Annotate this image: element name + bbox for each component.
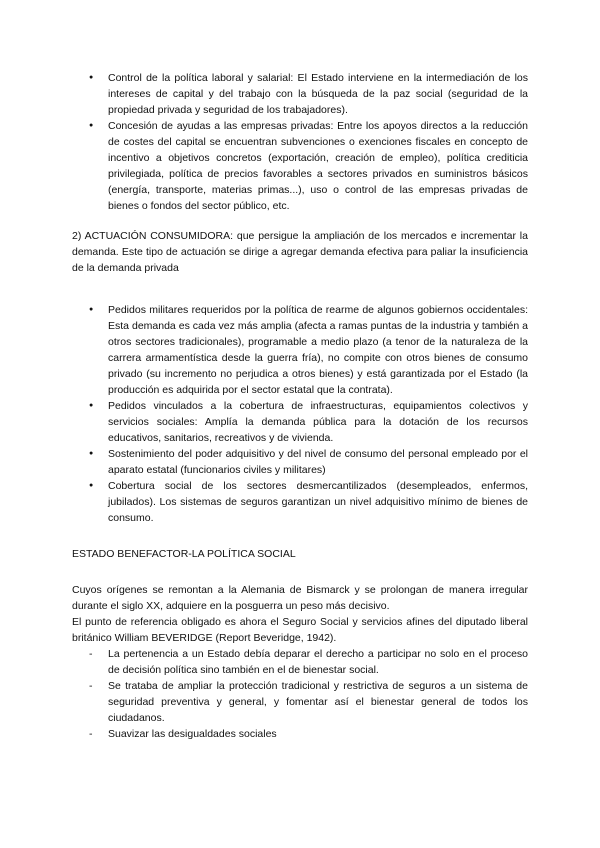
section-2-intro: 2) ACTUACIÓN CONSUMIDORA: que persigue la ampliación de los mercados e incrementar la demanda. Este tipo de actuación se dirige a agregar demanda efectiva para paliar la insuficiencia de la demanda privada: [72, 230, 528, 274]
list-item: [72, 726, 528, 742]
list-item-text: Suavizar las desigualdades sociales: [108, 728, 277, 740]
document-page: [72, 70, 528, 742]
bullet-list-consumer-action: [72, 302, 528, 526]
list-item: ● Concesión de ayudas a las empresas privadas: Entre los apoyos directos a la reducción de costes del capital se encuentran subvenciones o exenciones fiscales en concepto de incentivo a objetivos concretos (exportación, creación de empleo), política crediticia privilegiada, política de precios favorables a sectores privados en suministros básicos (energía, transporte, materias primas...), uso o control de las empresas privadas de bienes o fondos del sector público, etc.: [72, 118, 528, 214]
list-item: ● Cobertura social de los sectores desmercantilizados (desempleados, enfermos, jubilados). Los sistemas de seguros garantizan un nivel adquisitivo mínimo de bienes de consumo.: [72, 478, 528, 526]
list-item: ● Pedidos vinculados a la cobertura de infraestructuras, equipamientos colectivos y servicios sociales: Amplía la demanda pública para la dotación de los recursos educativos, sanitarios, recreativos y de vivienda.: [72, 398, 528, 446]
list-item: ● Control de la política laboral y salarial: El Estado interviene en la intermediación de los intereses de capital y del trabajo con la búsqueda de la paz social (seguridad de la propiedad privada y seguridad de los trabajadores).: [72, 70, 528, 118]
bullet-list-state-intervention: [72, 70, 528, 214]
list-item: ● Sostenimiento del poder adquisitivo y del nivel de consumo del personal empleado por el aparato estatal (funcionarios civiles y militares): [72, 446, 528, 478]
list-item-text: La pertenencia a un Estado debía deparar el derecho a participar no solo en el proceso de decisión política sino también en el de bienestar social.: [108, 648, 528, 676]
section-3-paragraph-1: Cuyos orígenes se remontan a la Alemania de Bismarck y se prolongan de manera irregular durante el siglo XX, adquiere en la posguerra un peso más decisivo.: [72, 584, 528, 612]
dash-marker: -: [89, 648, 93, 660]
dash-list-social-policy: [72, 646, 528, 742]
dash-marker: -: [89, 728, 93, 740]
list-item-text: Se trataba de ampliar la protección tradicional y restrictiva de seguros a un sistema de seguridad preventiva y general, y fomentar así el bienestar general de todos los ciudadanos.: [108, 680, 528, 724]
list-item: [72, 678, 528, 726]
section-3-heading: ESTADO BENEFACTOR-LA POLÍTICA SOCIAL: [72, 548, 296, 560]
list-item: ● Pedidos militares requeridos por la política de rearme de algunos gobiernos occidentales: Esta demanda es cada vez más amplia (afecta a ramas puntas de la industria y también a otros sectores tradicionales), programable a medio plazo (a tenor de la naturaleza de la carrera armamentística desde la guerra fría), no compite con otros bienes de consumo privado (su incremento no perjudica a otros bienes) y está garantizada por el Estado (la producción es adquirida por el sector estatal que la contrata).: [72, 302, 528, 398]
dash-marker: -: [89, 680, 93, 692]
list-item: [72, 646, 528, 678]
section-3-paragraph-2: El punto de referencia obligado es ahora el Seguro Social y servicios afines del diputado liberal británico William BEVERIDGE (Report Beveridge, 1942).: [72, 616, 528, 644]
